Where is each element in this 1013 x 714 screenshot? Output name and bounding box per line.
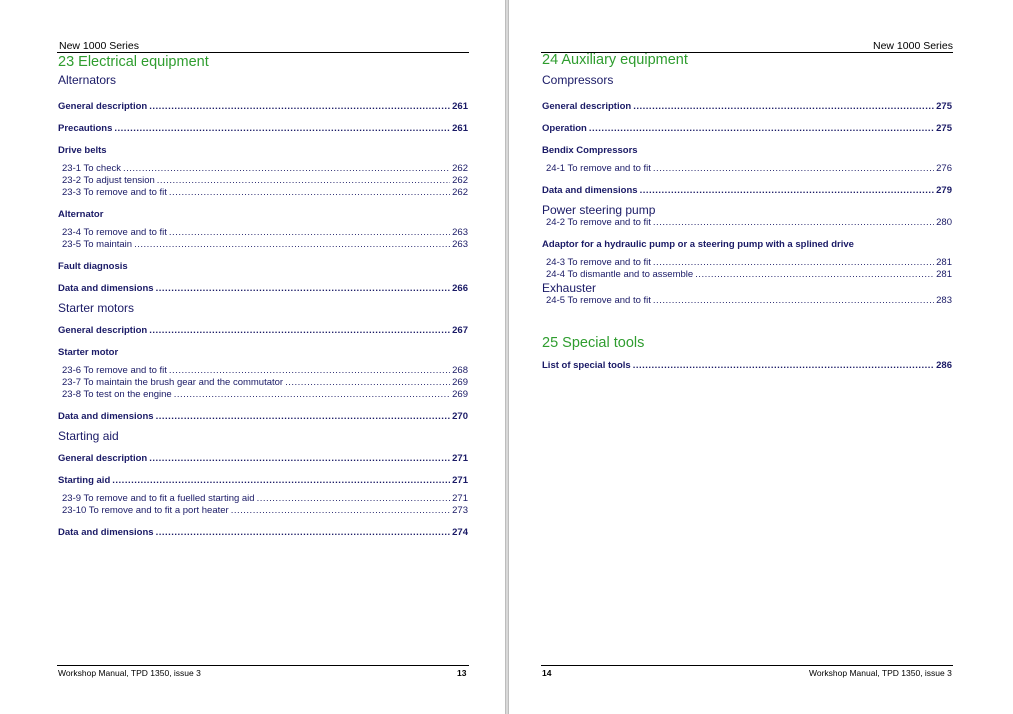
footer-page-number: 14 [542, 668, 552, 678]
toc-left [58, 54, 468, 539]
toc-entry[interactable]: 24-2 To remove and to fit ..... 280 [542, 217, 952, 229]
toc-entry[interactable]: 23-1 To check ..... 262 [58, 163, 468, 175]
right-page [509, 0, 1013, 714]
toc-heading[interactable]: Alternator [58, 209, 104, 220]
section-title: Power steering pump [542, 203, 656, 217]
footer-manual: Workshop Manual, TPD 1350, issue 3 [809, 668, 952, 678]
chapter-title: 24 Auxiliary equipment [542, 52, 688, 68]
section-title: Starter motors [58, 301, 135, 315]
toc-entry[interactable]: 23-7 To maintain the brush gear and the commutator ..... 269 [58, 377, 468, 389]
toc-entry[interactable]: 24-4 To dismantle and to assemble ..... 281 [542, 269, 952, 281]
toc-entry[interactable]: General description ..... 267 [58, 325, 468, 337]
toc-entry[interactable]: Data and dimensions ..... 279 [542, 185, 952, 197]
section-title: Alternators [58, 73, 117, 87]
toc-entry[interactable]: Data and dimensions ..... 266 [58, 283, 468, 295]
toc-entry[interactable]: 24-5 To remove and to fit ..... 283 [542, 295, 952, 307]
toc-entry[interactable]: 23-4 To remove and to fit ..... 263 [58, 227, 468, 239]
toc-heading[interactable]: Fault diagnosis [58, 261, 128, 272]
footer-rule [57, 665, 469, 666]
toc-entry[interactable]: General description ..... 271 [58, 453, 468, 465]
toc-entry[interactable]: 23-3 To remove and to fit ..... 262 [58, 187, 468, 199]
toc-entry[interactable]: 23-2 To adjust tension ..... 262 [58, 175, 468, 187]
toc-entry[interactable]: List of special tools ..... 286 [542, 360, 952, 372]
toc-entry[interactable]: 23-10 To remove and to fit a port heater ..... 273 [58, 505, 468, 517]
toc-entry[interactable]: 23-9 To remove and to fit a fuelled starting aid ..... 271 [58, 493, 468, 505]
toc-heading[interactable]: Adaptor for a hydraulic pump or a steering pump with a splined drive [542, 239, 854, 250]
toc-heading[interactable]: Drive belts [58, 145, 107, 156]
toc-entry[interactable]: 24-3 To remove and to fit ..... 281 [542, 257, 952, 269]
toc-heading[interactable]: Bendix Compressors [542, 145, 638, 156]
toc-entry[interactable]: 23-8 To test on the engine ..... 269 [58, 389, 468, 401]
section-title: Compressors [542, 73, 614, 87]
footer-page-number: 13 [457, 668, 467, 678]
chapter-title: 23 Electrical equipment [58, 54, 209, 70]
chapter-title: 25 Special tools [542, 335, 645, 351]
toc-right [542, 52, 952, 372]
page-header: New 1000 Series [873, 40, 953, 52]
left-page [0, 0, 505, 714]
toc-entry[interactable]: 23-6 To remove and to fit ..... 268 [58, 365, 468, 377]
toc-entry[interactable]: Data and dimensions ..... 274 [58, 527, 468, 539]
page-header: New 1000 Series [59, 40, 139, 52]
toc-entry[interactable]: Operation ..... 275 [542, 123, 952, 135]
toc-entry[interactable]: General description ..... 261 [58, 101, 468, 113]
toc-entry[interactable]: Precautions ..... 261 [58, 123, 468, 135]
toc-heading[interactable]: Starter motor [58, 347, 119, 358]
toc-entry[interactable]: 23-5 To maintain ..... 263 [58, 239, 468, 251]
toc-entry[interactable]: Data and dimensions ..... 270 [58, 411, 468, 423]
footer-rule [541, 665, 953, 666]
toc-entry[interactable]: Starting aid ..... 271 [58, 475, 468, 487]
section-title: Exhauster [542, 281, 597, 295]
toc-entry[interactable]: 24-1 To remove and to fit ..... 276 [542, 163, 952, 175]
section-title: Starting aid [58, 429, 119, 443]
toc-entry[interactable]: General description ..... 275 [542, 101, 952, 113]
footer-manual: Workshop Manual, TPD 1350, issue 3 [58, 668, 201, 678]
